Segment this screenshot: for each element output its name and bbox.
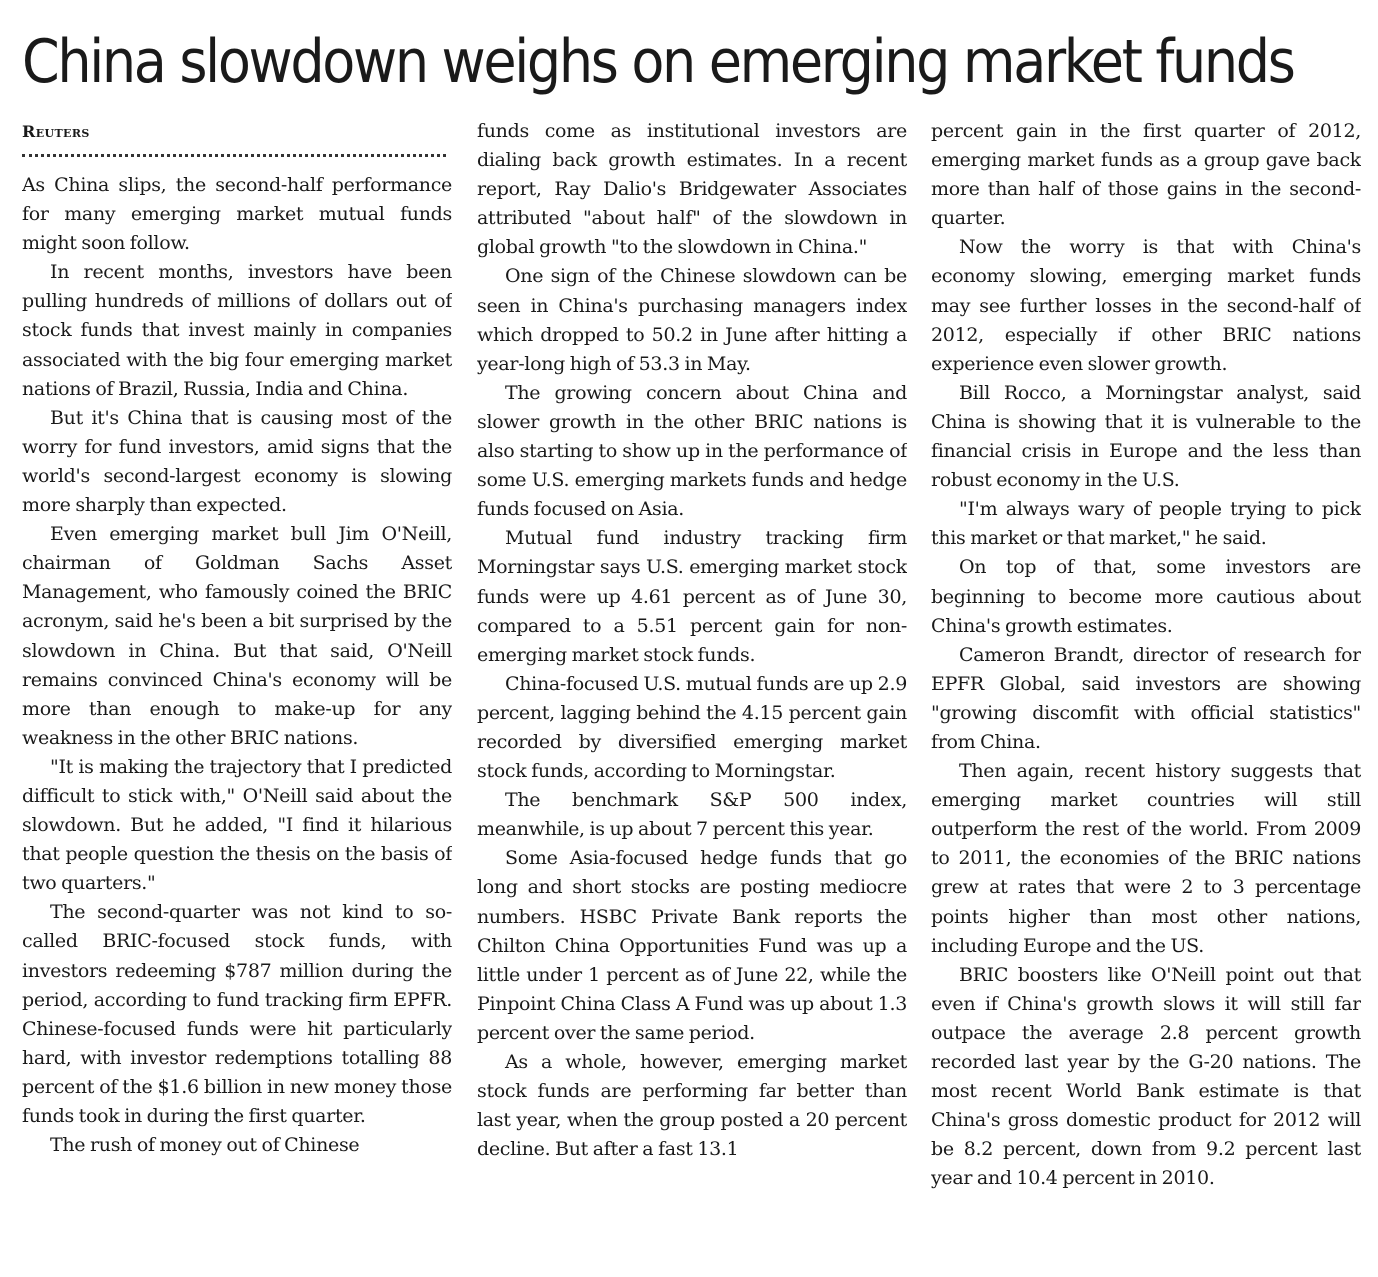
paragraph: Now the worry is that with China's economy slowing, emerging market funds may see further losses in the second-half of 2012, especially if other BRIC nations experience even slower growth. bbox=[931, 236, 1361, 375]
article-column-1 bbox=[22, 117, 452, 1257]
paragraph: Bill Rocco, a Morningstar analyst, said China is showing that it is vulnerable to the financial crisis in Europe and the less than robust economy in the U.S. bbox=[931, 381, 1361, 492]
paragraph: "I'm always wary of people trying to pick this market or that market," he said. bbox=[931, 498, 1361, 550]
paragraph: On top of that, some investors are beginning to become more cautious about China's growth estimates. bbox=[931, 556, 1361, 637]
paragraph: One sign of the Chinese slowdown can be seen in China's purchasing managers index which dropped to 50.2 in June after hitting a year-long high of 53.3 in May. bbox=[477, 265, 907, 375]
paragraph: Some Asia-focused hedge funds that go long and short stocks are posting mediocre numbers. HSBC Private Bank reports the Chilton China Opportunities Fund was up a little under 1 percent as of June 22, while the Pinpoint China Class A Fund was up about 1.3 percent over the same period. bbox=[477, 847, 907, 1044]
paragraph: The rush of money out of Chinese bbox=[50, 1134, 360, 1157]
headline: China slowdown weighs on emerging market funds bbox=[22, 27, 1294, 97]
paragraph: Cameron Brandt, director of research for EPFR Global, said investors are showing "growing discomfit with official statistics" from China. bbox=[931, 643, 1361, 753]
paragraph: Then again, recent history suggests that emerging market countries will still outperform the rest of the world. From 2009 to 2011, the economies of the BRIC nations grew at rates that were 2 to 3 percentage points higher than most other nations, including Europe and the US. bbox=[931, 760, 1361, 957]
paragraph: The growing concern about China and slower growth in the other BRIC nations is also starting to show up in the performance of some U.S. emerging markets funds and hedge funds focused on Asia. bbox=[477, 381, 907, 521]
paragraph: In recent months, investors have been pulling hundreds of millions of dollars out of stock funds that invest mainly in companies associated with the big four emerging market nations of Brazil, Russia, India and China. bbox=[22, 261, 452, 400]
paragraph: percent gain in the first quarter of 2012, emerging market funds as a group gave back more than half of those gains in the second-quarter. bbox=[931, 120, 1361, 230]
byline: Reuters bbox=[22, 122, 90, 141]
paragraph: The benchmark S&P 500 index, meanwhile, is up about 7 percent this year. bbox=[477, 789, 907, 841]
paragraph: Mutual fund industry tracking firm Morningstar says U.S. emerging market stock funds were up 4.61 percent as of June 30, compared to a 5.51 percent gain for non-emerging market stock funds. bbox=[477, 527, 907, 666]
paragraph: As China slips, the second-half performance for many emerging market mutual funds might soon follow. bbox=[22, 174, 452, 255]
paragraph: As a whole, however, emerging market stock funds are performing far better than last year, when the group posted a 20 percent decline. But after a fast 13.1 bbox=[477, 1051, 907, 1161]
dotted-rule bbox=[22, 154, 446, 171]
paragraph: funds come as institutional investors are dialing back growth estimates. In a recent report, Ray Dalio's Bridgewater Associates attributed "about half" of the slowdown in global growth "to the slowdown in China." bbox=[477, 120, 907, 259]
paragraph: China-focused U.S. mutual funds are up 2.9 percent, lagging behind the 4.15 percent gain recorded by diversified emerging market stock funds, according to Morningstar. bbox=[477, 672, 907, 783]
article-column-2 bbox=[477, 117, 907, 1257]
paragraph: BRIC boosters like O'Neill point out that even if China's growth slows it will still far outpace the average 2.8 percent growth recorded last year by the G-20 nations. The most recent World Bank estimate is that China's gross domestic product for 2012 will be 8.2 percent, down from 9.2 percent last year and 10.4 percent in 2010. bbox=[931, 963, 1361, 1190]
paragraph: But it's China that is causing most of the worry for fund investors, amid signs that the world's second-largest economy is slowing more sharply than expected. bbox=[22, 406, 452, 517]
paragraph: "It is making the trajectory that I predicted difficult to stick with," O'Neill said about the slowdown. But he added, "I find it hilarious that people question the thesis on the basis of two quarters." bbox=[22, 755, 452, 895]
paragraph: The second-quarter was not kind to so-called BRIC-focused stock funds, with investors redeeming $787 million during the period, according to fund tracking firm EPFR. Chinese-focused funds were hit particularly hard, with investor redemptions totalling 88 percent of the $1.6 billion in new money those funds took in during the first quarter. bbox=[22, 901, 452, 1127]
paragraph: Even emerging market bull Jim O'Neill, chairman of Goldman Sachs Asset Management, who famously coined the BRIC acronym, said he's been a bit surprised by the slowdown in China. But that said, O'Neill remains convinced China's economy will be more than enough to make-up for any weakness in the other BRIC nations. bbox=[22, 523, 452, 749]
article-column-3 bbox=[931, 117, 1361, 1257]
